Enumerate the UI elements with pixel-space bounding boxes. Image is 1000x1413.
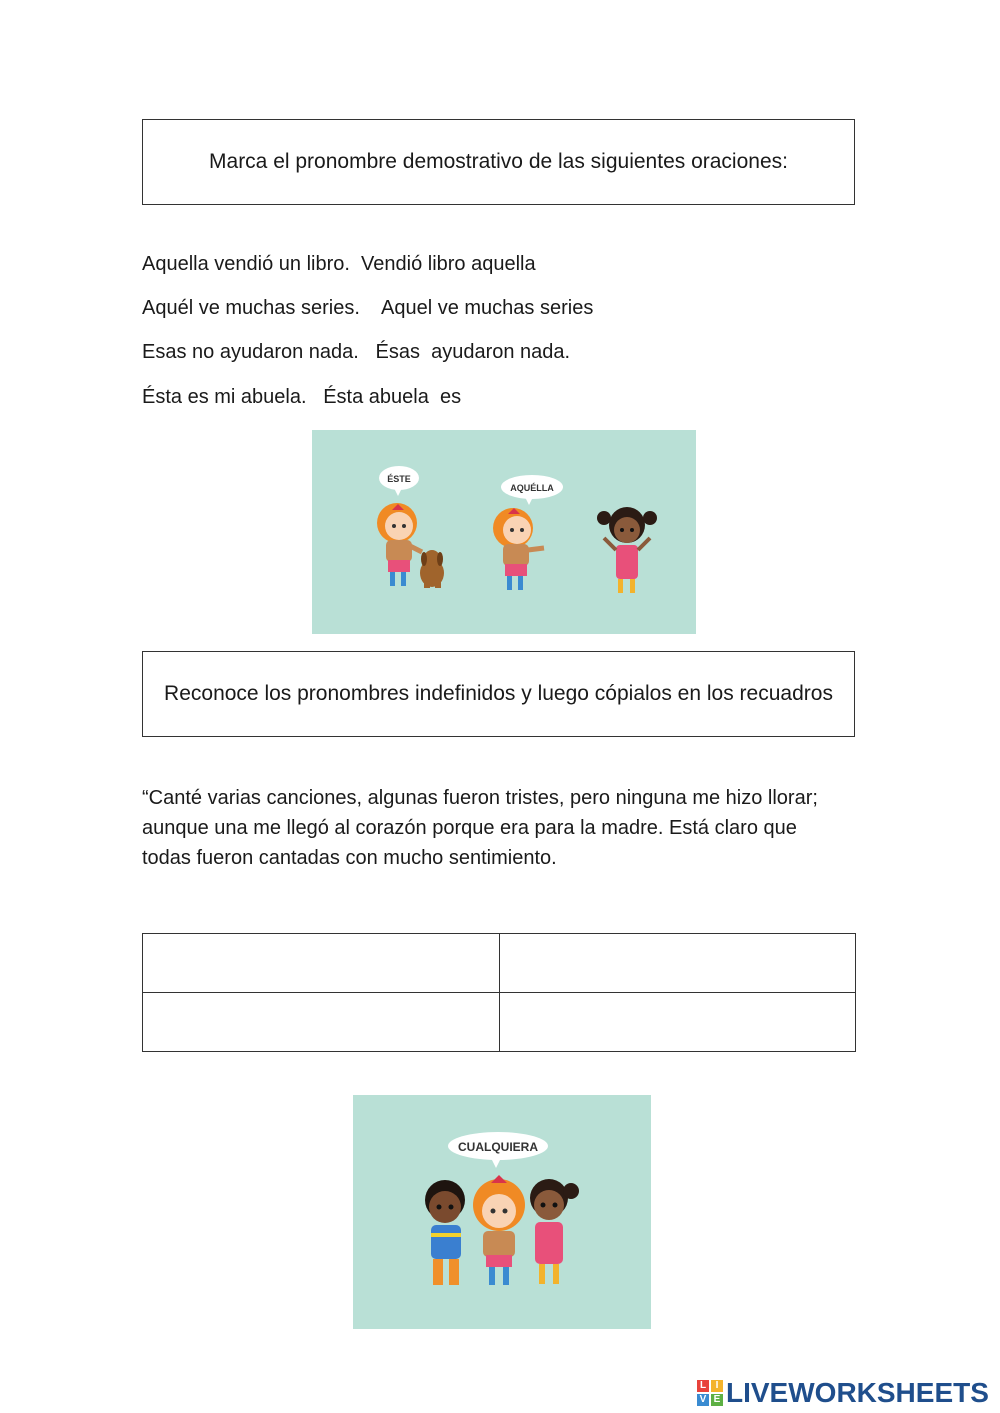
bubble-3-text: CUALQUIERA	[458, 1140, 538, 1154]
answer-table	[142, 933, 856, 1052]
instruction-text: Marca el pronombre demostrativo de las siguientes oraciones:	[209, 150, 788, 173]
logo-mark-icon	[697, 1380, 723, 1406]
logo-text: LIVEWORKSHEETS	[726, 1377, 989, 1408]
speech-bubble-1	[379, 466, 419, 496]
answer-cell	[143, 993, 500, 1052]
demonstrative-illustration-svg	[312, 430, 696, 634]
girl-figure-4	[473, 1175, 525, 1285]
sentence-4[interactable]: Ésta es mi abuela. Ésta abuela es	[142, 386, 462, 408]
sentence-2[interactable]: Aquél ve muchas series. Aquel ve muchas series	[142, 297, 594, 319]
answer-row	[143, 934, 856, 993]
logo-letter-l: L	[697, 1380, 709, 1392]
indefinite-illustration-svg	[353, 1095, 651, 1329]
logo-letter-v: V	[697, 1394, 709, 1406]
answer-input-1[interactable]	[143, 934, 499, 992]
girl-figure-3	[597, 507, 657, 593]
speech-bubble-3	[448, 1132, 548, 1168]
instruction-box-indefinite	[142, 651, 855, 737]
reading-paragraph: “Canté varias canciones, algunas fueron tristes, pero ninguna me hizo llorar; aunque una me llegó al corazón porque era para la madre. Está claro que todas fueron cantadas con mucho sentimiento.	[142, 787, 818, 869]
bubble-2-text: AQUÉLLA	[510, 483, 554, 493]
instruction-text-2: Reconoce los pronombres indefinidos y luego cópialos en los recuadros	[164, 682, 833, 705]
answer-input-4[interactable]	[500, 993, 856, 1051]
instruction-box-demonstrative	[142, 119, 855, 205]
speech-bubble-2	[501, 475, 563, 505]
answer-cell	[499, 993, 856, 1052]
answer-cell	[499, 934, 856, 993]
girl-figure-1	[377, 503, 422, 586]
answer-input-2[interactable]	[500, 934, 856, 992]
liveworksheets-logo	[697, 1378, 989, 1408]
boy-figure	[425, 1180, 465, 1285]
answer-input-3[interactable]	[143, 993, 499, 1051]
sentence-1[interactable]: Aquella vendió un libro. Vendió libro aquella	[142, 253, 536, 275]
answer-cell	[143, 934, 500, 993]
bubble-1-text: ÉSTE	[387, 474, 411, 484]
logo-letter-i: I	[711, 1380, 723, 1392]
sentence-3[interactable]: Esas no ayudaron nada. Ésas ayudaron nada.	[142, 341, 571, 363]
answer-row	[143, 993, 856, 1052]
indefinite-illustration	[353, 1095, 651, 1329]
demonstrative-illustration	[312, 430, 696, 634]
girl-figure-5	[530, 1179, 579, 1284]
logo-letter-e: E	[711, 1394, 723, 1406]
girl-figure-2	[493, 508, 544, 590]
dog-figure	[420, 550, 444, 588]
